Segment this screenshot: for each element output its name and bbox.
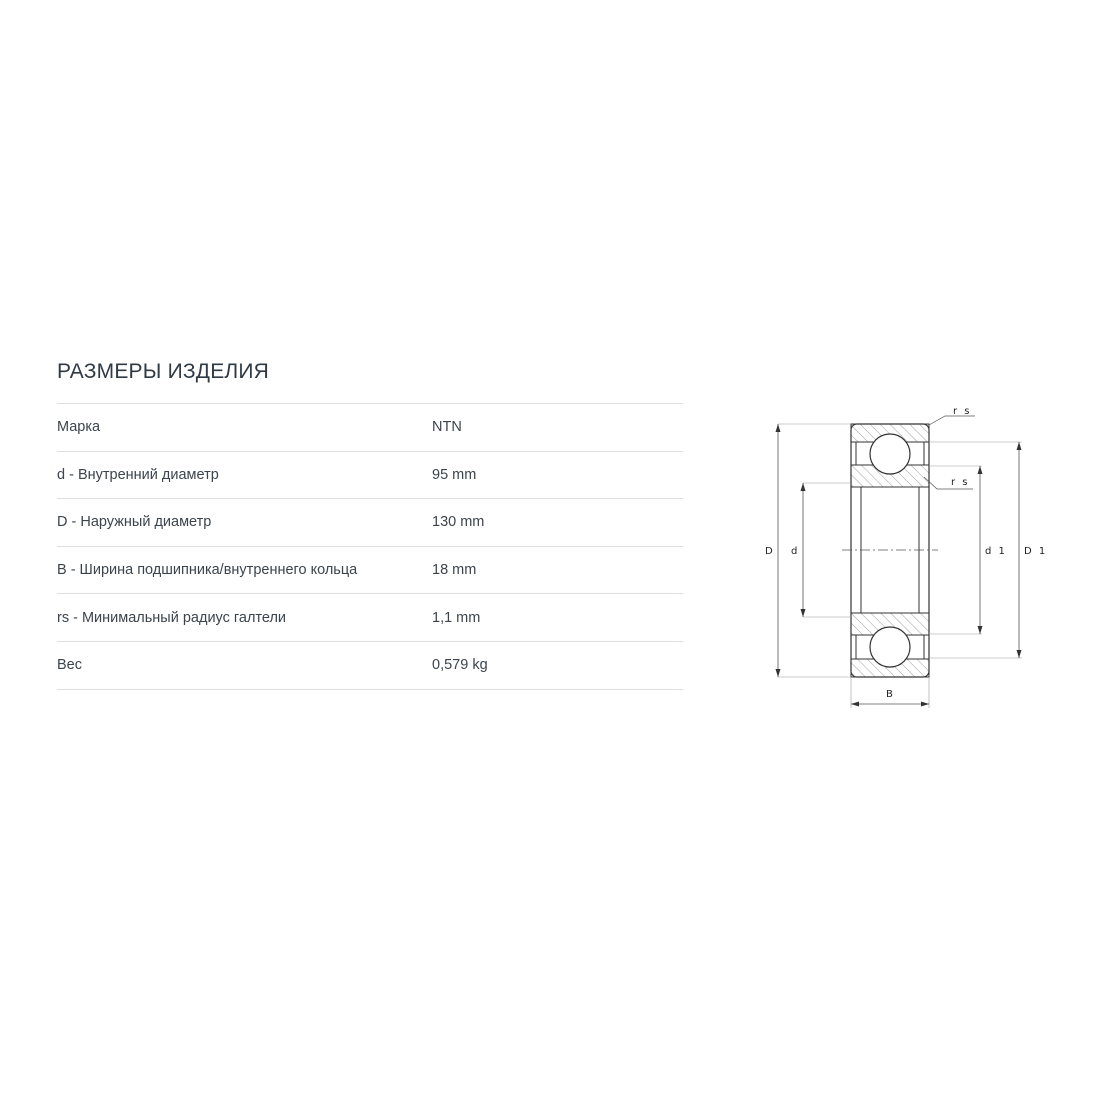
label-rs-mid: r s [951,477,970,488]
spec-label: D - Наружный диаметр [57,514,212,531]
label-rs-top: r s [953,406,972,417]
label-D1: D 1 [1024,546,1048,557]
table-row [57,641,683,689]
spec-label: B - Ширина подшипника/внутреннего кольца [57,562,358,579]
spec-label: rs - Минимальный радиус галтели [57,609,287,626]
bearing-dimension-drawing [700,395,1060,725]
spec-value: 18 mm [432,562,477,579]
spec-label: Марка [57,419,101,436]
spec-value: NTN [432,419,462,436]
label-d1: d 1 [985,546,1007,557]
ball-top [870,434,910,474]
label-d: d [791,546,800,557]
spec-label: d - Внутренний диаметр [57,466,219,483]
ball-bottom [870,627,910,667]
label-B: B [886,689,895,700]
table-row [57,546,683,594]
table-row [57,404,683,452]
table-row [57,499,683,547]
spec-value: 1,1 mm [432,609,481,626]
label-D: D [765,546,775,557]
spec-value: 0,579 kg [432,657,488,674]
spec-value: 95 mm [432,466,477,483]
spec-value: 130 mm [432,514,485,531]
spec-label: Вес [57,657,82,674]
section-title: РАЗМЕРЫ ИЗДЕЛИЯ [57,360,270,383]
specs-table [57,403,683,690]
table-row [57,451,683,499]
table-row [57,594,683,642]
